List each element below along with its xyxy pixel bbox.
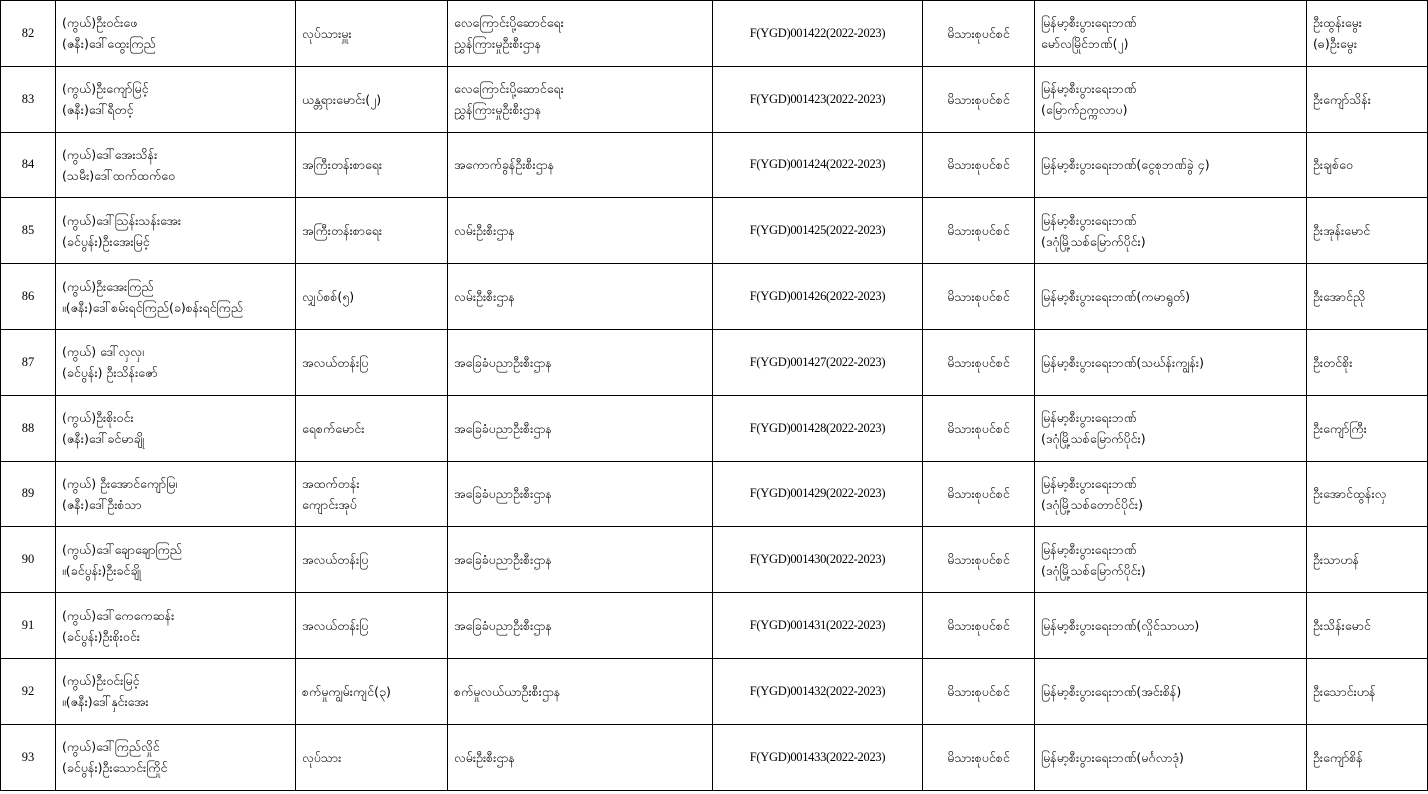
table-row	[1, 329, 1428, 395]
table-row	[1, 198, 1428, 264]
department-line: လေကြောင်းပို့ဆောင်ရေး	[454, 15, 564, 31]
approver-line: ဦးကျော်စိန်	[1313, 749, 1363, 765]
department-line: အခြေခံပညာဦးစီးဌာန	[454, 552, 552, 568]
approver-line: ဦးအောင်ညို	[1313, 289, 1366, 305]
deceased-and-heir-line: ။(ခင်ပွန်း)ဦးခင်ချို	[62, 562, 142, 578]
approver-cell	[1307, 658, 1428, 724]
approver-cell	[1307, 132, 1428, 198]
file-number-cell: F(YGD)001432(2022-2023)	[713, 658, 923, 724]
deceased-and-heir-line: (ကွယ်)ဒေါ်ကေကေဆန်း	[62, 607, 175, 623]
department-cell	[448, 264, 713, 330]
department-line: အခြေခံပညာဦးစီးဌာန	[454, 354, 552, 370]
deceased-and-heir-line: (ကွယ်) ဦးအောင်ကျော်မြ၊	[62, 475, 178, 491]
row-number-cell: 87	[1, 329, 56, 395]
file-number-cell: F(YGD)001427(2022-2023)	[713, 329, 923, 395]
deceased-and-heir-line: (ဇနီး)ဒေါ်ဦးစံသာ	[62, 496, 142, 512]
bank-branch-line: မြန်မာ့စီးပွားရေးဘဏ်	[1041, 15, 1137, 31]
table-row	[1, 1, 1428, 67]
deceased-and-heir-line: (ဇနီး)ဒေါ်ခင်မာချို	[62, 431, 145, 447]
occupation-cell	[296, 198, 448, 264]
approver-cell	[1307, 1, 1428, 67]
occupation-line: အကြီးတန်းစာရေး	[302, 223, 383, 239]
table-row	[1, 527, 1428, 593]
deceased-and-heir-cell	[56, 658, 296, 724]
department-cell	[448, 1, 713, 67]
occupation-cell	[296, 461, 448, 527]
department-line: ညွှန်ကြားမှုဦးစီးဌာန	[454, 36, 542, 52]
bank-branch-cell	[1035, 264, 1307, 330]
deceased-and-heir-cell	[56, 395, 296, 461]
deceased-and-heir-line: (ခင်ပွန်း)ဦးအေးမြင့်	[62, 233, 150, 249]
deceased-and-heir-line: (ခင်ပွန်း) ဦးသိန်းဇော်	[62, 365, 158, 381]
pension-type-cell: မိသားစုပင်စင်	[923, 1, 1035, 67]
occupation-cell	[296, 66, 448, 132]
approver-line: ဦးကျော်သိန်း	[1313, 91, 1371, 107]
occupation-line: စက်မှုကျွမ်းကျင်(၃)	[302, 683, 391, 699]
deceased-and-heir-cell	[56, 66, 296, 132]
bank-branch-line: မြန်မာ့စီးပွားရေးဘဏ်(သဃ်န်းကျွန်း)	[1041, 354, 1204, 370]
bank-branch-line: (ဒဂုံမြို့သစ်မြောက်ပိုင်း)	[1041, 431, 1146, 447]
deceased-and-heir-line: (ခင်ပွန်း)ဦးသောင်းကြိုင်	[62, 760, 168, 776]
deceased-and-heir-line: (ကွယ်)ဒေါ်သြန်းသန်းအေး	[62, 212, 182, 228]
department-line: အခြေခံပညာဦးစီးဌာန	[454, 486, 552, 502]
department-line: လမ်းဦးစီးဌာန	[454, 749, 515, 765]
pension-type-cell: မိသားစုပင်စင်	[923, 658, 1035, 724]
occupation-line: အလယ်တန်းပြ	[302, 354, 369, 370]
department-cell	[448, 395, 713, 461]
pension-type-cell: မိသားစုပင်စင်	[923, 461, 1035, 527]
approver-cell	[1307, 264, 1428, 330]
approver-cell	[1307, 66, 1428, 132]
deceased-and-heir-line: (ဇနီး)ဒေါ်ရီတင့်	[62, 102, 134, 118]
department-line: လေကြောင်းပို့ဆောင်ရေး	[454, 81, 564, 97]
row-number-cell: 89	[1, 461, 56, 527]
department-cell	[448, 66, 713, 132]
approver-line: ဦးအောင်ထွန်းလှ	[1313, 486, 1387, 502]
occupation-cell	[296, 593, 448, 659]
pension-type-cell: မိသားစုပင်စင်	[923, 66, 1035, 132]
file-number-cell: F(YGD)001431(2022-2023)	[713, 593, 923, 659]
deceased-and-heir-line: (ကွယ်)ဦးအေးကြည်	[62, 278, 154, 294]
pension-type-cell: မိသားစုပင်စင်	[923, 198, 1035, 264]
department-cell	[448, 724, 713, 790]
table-row	[1, 395, 1428, 461]
row-number-cell: 92	[1, 658, 56, 724]
deceased-and-heir-cell	[56, 593, 296, 659]
bank-branch-cell	[1035, 527, 1307, 593]
file-number-cell: F(YGD)001425(2022-2023)	[713, 198, 923, 264]
department-line: အခြေခံပညာဦးစီးဌာန	[454, 618, 552, 634]
deceased-and-heir-line: (ဇနီး)ဒေါ်ထွေးကြည်	[62, 36, 156, 52]
row-number-cell: 90	[1, 527, 56, 593]
approver-line: ဦးသောင်းဟန်	[1313, 683, 1376, 699]
bank-branch-cell	[1035, 132, 1307, 198]
deceased-and-heir-line: (ကွယ်) ဒေါ်လှလှ၊	[62, 344, 144, 360]
occupation-line: အထက်တန်း	[302, 475, 360, 491]
approver-line: ဦးအုန်းမောင်	[1313, 223, 1371, 239]
file-number-cell: F(YGD)001430(2022-2023)	[713, 527, 923, 593]
table-row	[1, 593, 1428, 659]
occupation-line: ကျောင်းအုပ်	[302, 496, 357, 512]
row-number-cell: 85	[1, 198, 56, 264]
occupation-line: အလယ်တန်းပြ	[302, 552, 369, 568]
bank-branch-line: မြန်မာ့စီးပွားရေးဘဏ်(ငွေစုဘဏ်ခွဲ ၄)	[1041, 157, 1210, 173]
deceased-and-heir-cell	[56, 264, 296, 330]
pension-type-cell: မိသားစုပင်စင်	[923, 329, 1035, 395]
bank-branch-line: မြန်မာ့စီးပွားရေးဘဏ်	[1041, 212, 1137, 228]
department-cell	[448, 132, 713, 198]
bank-branch-cell	[1035, 658, 1307, 724]
bank-branch-cell	[1035, 66, 1307, 132]
occupation-line: လုပ်သား	[302, 749, 342, 765]
approver-line: ဦးသိန်းမောင်	[1313, 618, 1371, 634]
bank-branch-cell	[1035, 198, 1307, 264]
bank-branch-line: မြန်မာ့စီးပွားရေးဘဏ်(အင်းစိန်)	[1041, 683, 1182, 699]
approver-line: ဦးထွန်းမွေး	[1313, 15, 1362, 31]
row-number-cell: 86	[1, 264, 56, 330]
department-line: စက်မှုလယ်ယာဦးစီးဌာန	[454, 683, 561, 699]
approver-cell	[1307, 593, 1428, 659]
bank-branch-line: (မြောက်ဥက္ကလာပ)	[1041, 102, 1128, 118]
file-number-cell: F(YGD)001426(2022-2023)	[713, 264, 923, 330]
deceased-and-heir-cell	[56, 724, 296, 790]
department-line: လမ်းဦးစီးဌာန	[454, 223, 515, 239]
occupation-line: အကြီးတန်းစာရေး	[302, 157, 383, 173]
approver-cell	[1307, 461, 1428, 527]
department-line: လမ်းဦးစီးဌာန	[454, 289, 515, 305]
occupation-cell	[296, 264, 448, 330]
row-number-cell: 83	[1, 66, 56, 132]
deceased-and-heir-cell	[56, 461, 296, 527]
file-number-cell: F(YGD)001422(2022-2023)	[713, 1, 923, 67]
table-row	[1, 461, 1428, 527]
approver-cell	[1307, 527, 1428, 593]
deceased-and-heir-cell	[56, 1, 296, 67]
department-cell	[448, 198, 713, 264]
deceased-and-heir-cell	[56, 329, 296, 395]
row-number-cell: 82	[1, 1, 56, 67]
deceased-and-heir-cell	[56, 198, 296, 264]
department-line: အခြေခံပညာဦးစီးဌာန	[454, 420, 552, 436]
approver-line: (ဓ)ဦးမွေး	[1313, 36, 1357, 52]
bank-branch-cell	[1035, 593, 1307, 659]
pension-type-cell: မိသားစုပင်စင်	[923, 527, 1035, 593]
occupation-line: ရေစက်မောင်း	[302, 420, 365, 436]
file-number-cell: F(YGD)001423(2022-2023)	[713, 66, 923, 132]
department-cell	[448, 329, 713, 395]
deceased-and-heir-line: (ကွယ်)ဒေါ်ကြည်လှိုင်	[62, 739, 160, 755]
occupation-cell	[296, 395, 448, 461]
department-cell	[448, 461, 713, 527]
deceased-and-heir-line: (ကွယ်)ဒေါ်ချောချောကြည်	[62, 541, 182, 557]
occupation-cell	[296, 724, 448, 790]
department-cell	[448, 658, 713, 724]
bank-branch-line: (ဒဂုံမြို့သစ်မြောက်ပိုင်း)	[1041, 233, 1146, 249]
pension-type-cell: မိသားစုပင်စင်	[923, 593, 1035, 659]
bank-branch-line: မြန်မာ့စီးပွားရေးဘဏ်	[1041, 81, 1137, 97]
bank-branch-line: မြန်မာ့စီးပွားရေးဘဏ်	[1041, 541, 1137, 557]
occupation-cell	[296, 658, 448, 724]
file-number-cell: F(YGD)001429(2022-2023)	[713, 461, 923, 527]
approver-cell	[1307, 198, 1428, 264]
deceased-and-heir-cell	[56, 527, 296, 593]
table-row	[1, 658, 1428, 724]
table-row	[1, 132, 1428, 198]
occupation-line: လုပ်သားမှူး	[302, 25, 352, 41]
bank-branch-line: မြန်မာ့စီးပွားရေးဘဏ်	[1041, 475, 1137, 491]
approver-cell	[1307, 724, 1428, 790]
pension-type-cell: မိသားစုပင်စင်	[923, 724, 1035, 790]
occupation-cell	[296, 329, 448, 395]
file-number-cell: F(YGD)001433(2022-2023)	[713, 724, 923, 790]
approver-line: ဦးတင်စိုး	[1313, 354, 1353, 370]
bank-branch-line: (ဒဂုံမြို့သစ်တောင်ပိုင်း)	[1041, 496, 1143, 512]
deceased-and-heir-line: ။(ဇနီး)ဒေါ်စမ်းရင်ကြည်(ခ)စန်းရင်ကြည်	[62, 299, 243, 315]
table-body	[1, 1, 1428, 791]
row-number-cell: 84	[1, 132, 56, 198]
file-number-cell: F(YGD)001428(2022-2023)	[713, 395, 923, 461]
bank-branch-line: မြန်မာ့စီးပွားရေးဘဏ်(မင်္ဂလာဒုံ)	[1041, 749, 1184, 765]
deceased-and-heir-line: (ကွယ်)ဦးဝင်းဖေ	[62, 15, 138, 31]
deceased-and-heir-line: (ကွယ်)ဦးဝင်းမြင့်	[62, 673, 140, 689]
department-line: ညွှန်ကြားမှုဦးစီးဌာန	[454, 102, 542, 118]
bank-branch-line: မြန်မာ့စီးပွားရေးဘဏ်	[1041, 410, 1137, 426]
department-cell	[448, 593, 713, 659]
deceased-and-heir-line: (ကွယ်)ဦးစိုးဝင်း	[62, 410, 134, 426]
bank-branch-cell	[1035, 329, 1307, 395]
department-line: အကောက်ခွန်ဦးစီးဌာန	[454, 157, 555, 173]
row-number-cell: 93	[1, 724, 56, 790]
deceased-and-heir-line: (ကွယ်)ဒေါ်အေးသိန်း	[62, 146, 158, 162]
occupation-line: လျှပ်စစ်(၅)	[302, 289, 355, 305]
pension-type-cell: မိသားစုပင်စင်	[923, 264, 1035, 330]
occupation-line: အလယ်တန်းပြ	[302, 618, 369, 634]
file-number-cell: F(YGD)001424(2022-2023)	[713, 132, 923, 198]
bank-branch-line: (ဒဂုံမြို့သစ်မြောက်ပိုင်း)	[1041, 562, 1146, 578]
row-number-cell: 88	[1, 395, 56, 461]
bank-branch-line: မော်လမြိုင်ဘဏ်(၂)	[1041, 36, 1129, 52]
approver-cell	[1307, 329, 1428, 395]
occupation-cell	[296, 1, 448, 67]
bank-branch-cell	[1035, 724, 1307, 790]
occupation-line: ယန္တရားမောင်း(၂)	[302, 91, 382, 107]
occupation-cell	[296, 527, 448, 593]
deceased-and-heir-line: (သမီး)ဒေါ်ထက်ထက်ဝေ	[62, 167, 176, 183]
table-row	[1, 724, 1428, 790]
approver-line: ဦးသာဟန်	[1313, 552, 1360, 568]
deceased-and-heir-cell	[56, 132, 296, 198]
pension-type-cell: မိသားစုပင်စင်	[923, 132, 1035, 198]
occupation-cell	[296, 132, 448, 198]
approver-cell	[1307, 395, 1428, 461]
deceased-and-heir-line: (ခင်ပွန်း)ဦးစိုးဝင်း	[62, 628, 140, 644]
bank-branch-line: မြန်မာ့စီးပွားရေးဘဏ်(ကမာရွတ်)	[1041, 289, 1191, 305]
bank-branch-cell	[1035, 461, 1307, 527]
pension-type-cell: မိသားစုပင်စင်	[923, 395, 1035, 461]
department-cell	[448, 527, 713, 593]
bank-branch-line: မြန်မာ့စီးပွားရေးဘဏ်(လှိုင်သာယာ)	[1041, 618, 1200, 634]
table-row	[1, 264, 1428, 330]
deceased-and-heir-line: (ကွယ်)ဦးကျော်မြင့်	[62, 81, 149, 97]
approver-line: ဦးကျော်ကြီး	[1313, 420, 1367, 436]
bank-branch-cell	[1035, 395, 1307, 461]
approver-line: ဦးချစ်ဝေ	[1313, 157, 1353, 173]
bank-branch-cell	[1035, 1, 1307, 67]
table-row	[1, 66, 1428, 132]
row-number-cell: 91	[1, 593, 56, 659]
deceased-and-heir-line: ။(ဇနီး)ဒေါ်နှင်းအေး	[62, 694, 149, 710]
